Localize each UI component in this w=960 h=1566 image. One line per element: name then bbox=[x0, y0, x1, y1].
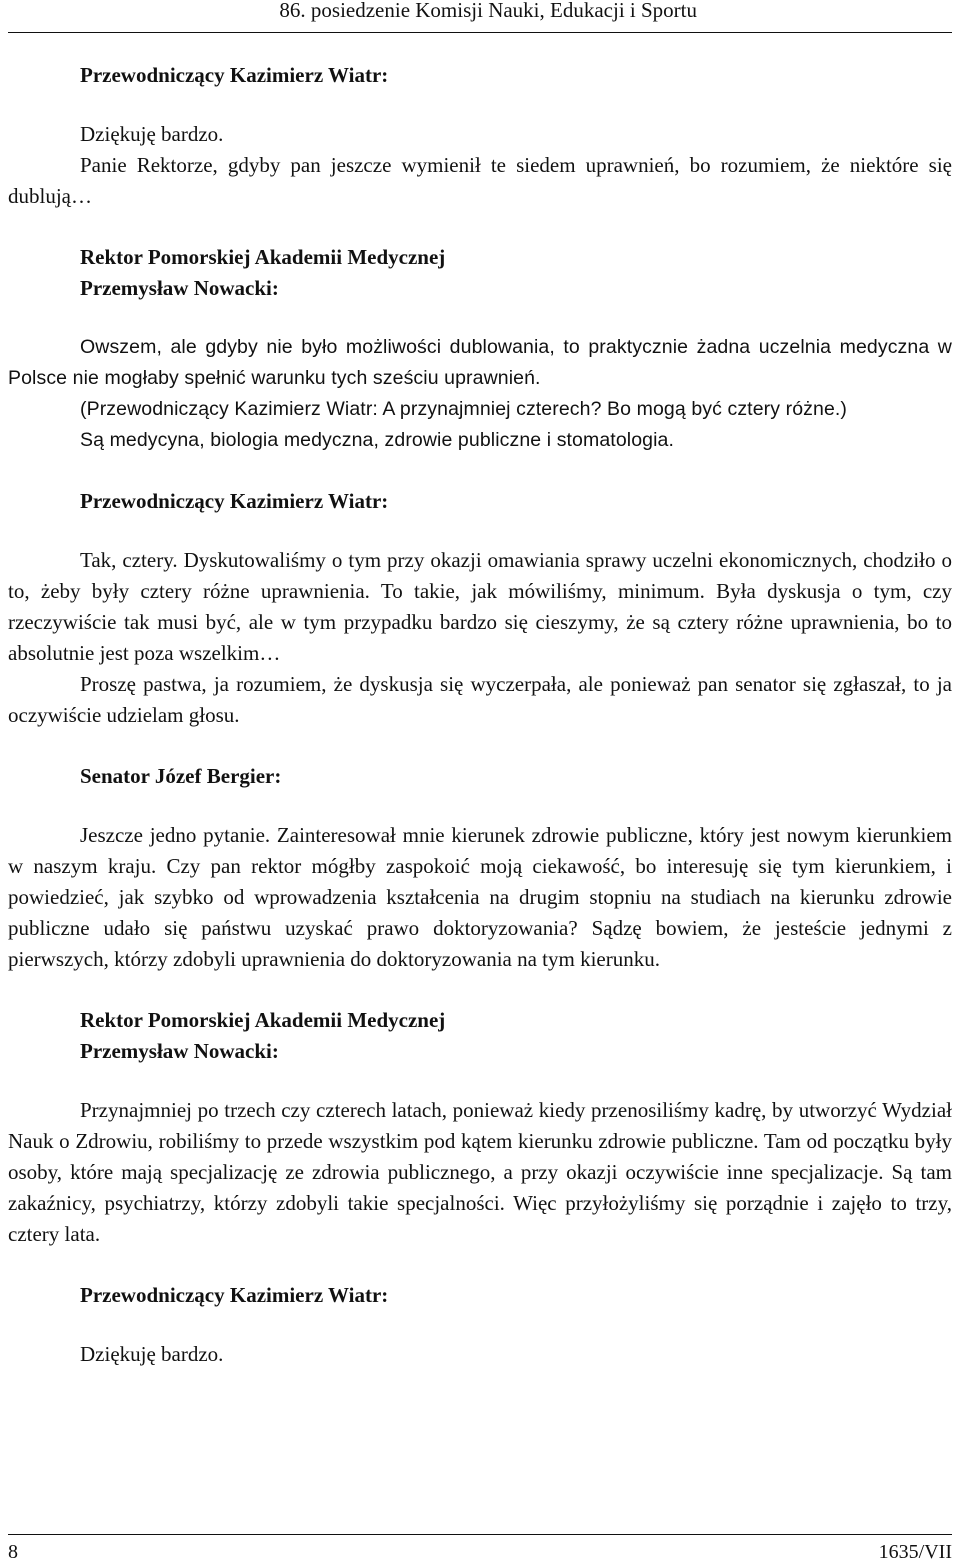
speaker-line: Przewodniczący Kazimierz Wiatr: bbox=[80, 63, 389, 87]
speaker-line: Przewodniczący Kazimierz Wiatr: bbox=[80, 489, 389, 513]
speaker-name bbox=[8, 242, 952, 304]
speaker-name bbox=[8, 761, 952, 792]
speaker-line: Przemysław Nowacki: bbox=[80, 1039, 279, 1063]
speaker-line: Przemysław Nowacki: bbox=[80, 276, 279, 300]
paragraph: Jeszcze jedno pytanie. Zainteresował mnie kierunek zdrowie publiczne, który jest nowym kierunkiem w naszym kraju. Czy pan rektor mógłby zaspokoić moją ciekawość, bo interesuję się tym kierunkiem, i powiedzieć, jak szybko od wprowadzenia kształcenia na drugim stopniu na studiach na kierunku zdrowie publiczne udało się państwu uzyskać prawo doktoryzowania? Sądzę bowiem, że jesteście jednymi z pierwszych, którzy zdobyli uprawnienia do doktoryzowania na tym kierunku. bbox=[8, 823, 952, 971]
page-header bbox=[8, 0, 952, 33]
paragraph: Panie Rektorze, gdyby pan jeszcze wymienił te siedem uprawnień, bo rozumiem, że niektóre się dublują… bbox=[8, 153, 952, 208]
interjection: (Przewodniczący Kazimierz Wiatr: A przynajmniej czterech? Bo mogą być cztery różne.) bbox=[80, 398, 847, 420]
speaker-line: Rektor Pomorskiej Akademii Medycznej bbox=[80, 245, 446, 269]
speaker-name bbox=[8, 1280, 952, 1311]
speech-block bbox=[8, 1280, 952, 1370]
speaker-name bbox=[8, 486, 952, 517]
speaker-line: Senator Józef Bergier: bbox=[80, 764, 282, 788]
header-title: 86. posiedzenie Komisji Nauki, Edukacji i Sportu bbox=[279, 0, 697, 22]
speech-block bbox=[8, 761, 952, 975]
transcript-body bbox=[8, 30, 952, 1370]
paragraph: Owszem, ale gdyby nie było możliwości dublowania, to praktycznie żadna uczelnia medyczna w Polsce nie mogłaby spełnić warunku tych sześciu uprawnień. bbox=[8, 336, 952, 389]
page-footer bbox=[8, 1534, 952, 1566]
speech-block bbox=[8, 1005, 952, 1250]
speaker-name bbox=[8, 1005, 952, 1067]
paragraph: Dziękuję bardzo. bbox=[80, 1342, 224, 1366]
paragraph: Tak, cztery. Dyskutowaliśmy o tym przy okazji omawiania sprawy uczelni ekonomicznych, chodziło o to, żeby były cztery różne uprawnienia. To takie, jak mówiliśmy, minimum. Była dyskusja o tym, czy rzeczywiście tak musi być, ale w tym przypadku bardzo się cieszymy, że są cztery różne uprawnienia, bo to absolutnie jest poza wszelkim… bbox=[8, 548, 952, 665]
paragraph: Są medycyna, biologia medyczna, zdrowie publiczne i stomatologia. bbox=[80, 429, 674, 451]
speech-block bbox=[8, 242, 952, 456]
paragraph: Przynajmniej po trzech czy czterech latach, ponieważ kiedy przenosiliśmy kadrę, by utworzyć Wydział Nauk o Zdrowiu, robiliśmy to przede wszystkim pod kątem kierunku zdrowie publiczne. Tam od początku były osoby, które mają specjalizację ze zdrowia publicznego, a przy okazji oczywiście inne specjalizacje. Są tam zakaźnicy, psychiatrzy, którzy zdobyli takie specjalności. Więc przyłożyliśmy się porządnie i zajęło to trzy, cztery lata. bbox=[8, 1098, 952, 1246]
speaker-line: Przewodniczący Kazimierz Wiatr: bbox=[80, 1283, 389, 1307]
document-code: 1635/VII bbox=[878, 1541, 952, 1563]
speech-block bbox=[8, 60, 952, 212]
paragraph: Proszę pastwa, ja rozumiem, że dyskusja się wyczerpała, ale ponieważ pan senator się zgłaszał, to ja oczywiście udzielam głosu. bbox=[8, 672, 952, 727]
page-number: 8 bbox=[8, 1541, 18, 1563]
speaker-line: Rektor Pomorskiej Akademii Medycznej bbox=[80, 1008, 446, 1032]
paragraph: Dziękuję bardzo. bbox=[80, 122, 224, 146]
speaker-name bbox=[8, 60, 952, 91]
speech-block bbox=[8, 486, 952, 731]
